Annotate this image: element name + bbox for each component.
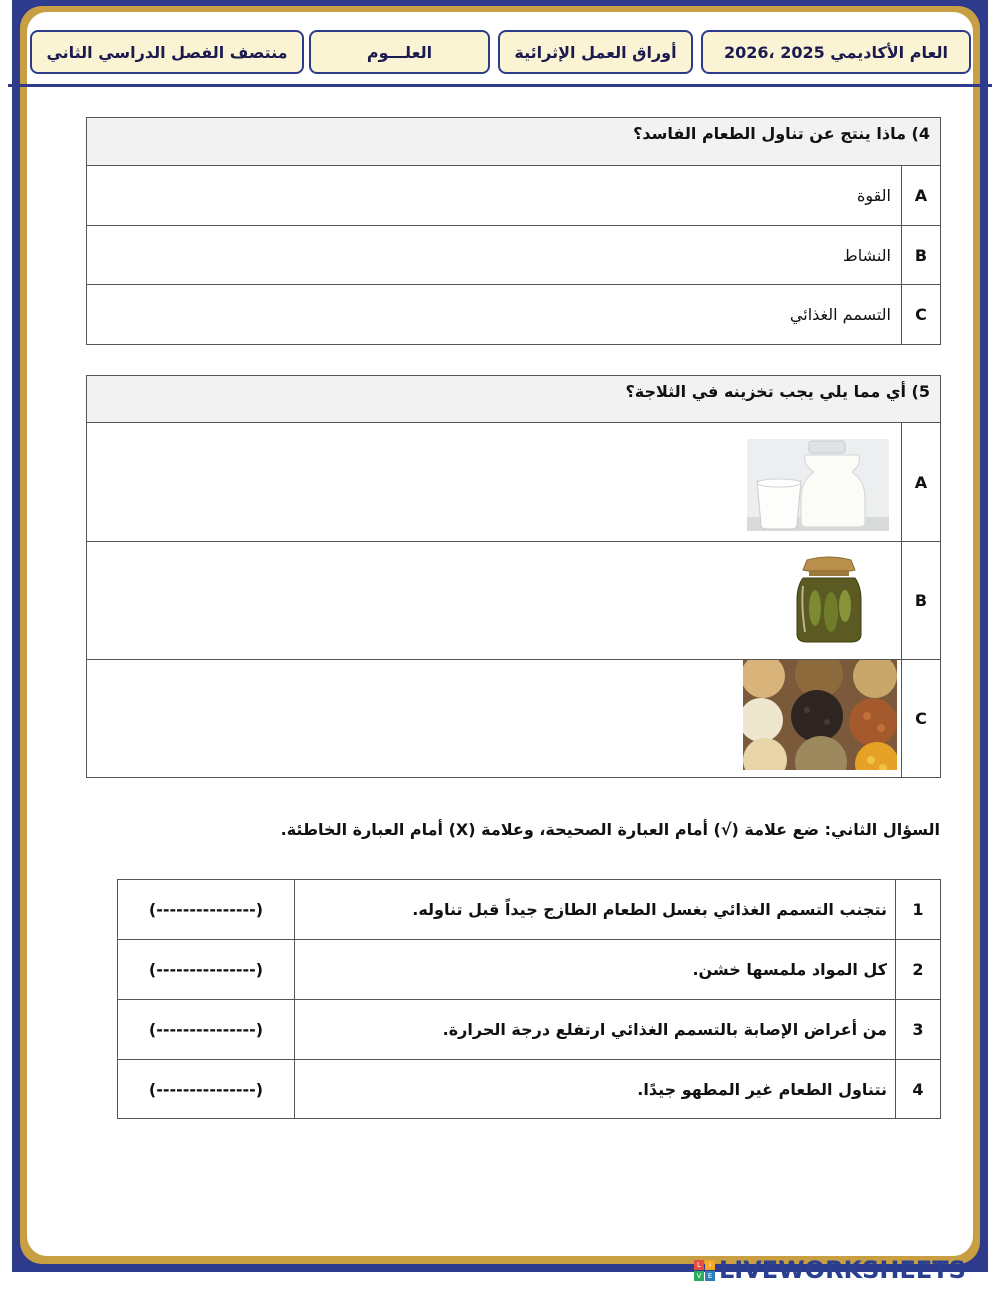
q5-option-image-cell[interactable] [87, 542, 902, 660]
q4-option-row[interactable] [87, 285, 941, 345]
q4-option-letter: C [902, 285, 941, 345]
q4-option-row[interactable] [87, 226, 941, 285]
header-term: منتصف الفصل الدراسي الثاني [30, 30, 304, 74]
milk-jar-icon [747, 439, 889, 531]
tf-answer-field[interactable]: (---------------) [118, 940, 295, 1000]
tf-row [118, 940, 941, 1000]
q5-option-letter: B [902, 542, 941, 660]
dried-legumes-icon [743, 660, 897, 770]
q4-option-letter: B [902, 226, 941, 285]
tf-answer-field[interactable]: (---------------) [118, 880, 295, 940]
logo-text: LIVEWORKSHEETS [719, 1256, 966, 1284]
tf-row [118, 880, 941, 940]
q5-option-row[interactable] [87, 660, 941, 778]
tf-statement: كل المواد ملمسها خشن. [295, 940, 896, 1000]
tf-number: 3 [896, 1000, 941, 1060]
header-subject: العلـــوم [309, 30, 490, 74]
q5-option-letter: A [902, 423, 941, 542]
section-2-title: السؤال الثاني: ضع علامة (√) أمام العبارة الصحيحة، وعلامة (X) أمام العبارة الخاطئة. [280, 820, 940, 839]
logo-squares-icon: L I V E [694, 1260, 715, 1281]
header-academic-year: العام الأكاديمي 2025 ،2026 [701, 30, 971, 74]
tf-statement: نتناول الطعام غير المطهو جيدًا. [295, 1060, 896, 1119]
tf-statement: نتجنب التسمم الغذائي بغسل الطعام الطازج جيداً قبل تناوله. [295, 880, 896, 940]
tf-answer-field[interactable]: (---------------) [118, 1060, 295, 1119]
tf-row [118, 1000, 941, 1060]
q5-option-row[interactable] [87, 542, 941, 660]
tf-number: 4 [896, 1060, 941, 1119]
question-5-table [86, 375, 941, 778]
q4-option-text[interactable]: القوة [87, 166, 902, 226]
q5-option-row[interactable] [87, 423, 941, 542]
q5-option-image-cell[interactable] [87, 423, 902, 542]
tf-number: 1 [896, 880, 941, 940]
header-divider [8, 84, 992, 87]
pickles-jar-icon [789, 556, 869, 646]
liveworksheets-logo[interactable] [694, 1256, 994, 1284]
q4-option-row[interactable] [87, 166, 941, 226]
q4-option-letter: A [902, 166, 941, 226]
q5-option-letter: C [902, 660, 941, 778]
true-false-table [117, 879, 941, 1119]
tf-answer-field[interactable]: (---------------) [118, 1000, 295, 1060]
tf-row [118, 1060, 941, 1119]
tf-number: 2 [896, 940, 941, 1000]
q4-option-text[interactable]: التسمم الغذائي [87, 285, 902, 345]
question-5-text: 5) أي مما يلي يجب تخزينه في الثلاجة؟ [87, 376, 941, 423]
header-worksheets: أوراق العمل الإثرائية [498, 30, 693, 74]
question-4-table [86, 117, 941, 345]
q5-option-image-cell[interactable] [87, 660, 902, 778]
tf-statement: من أعراض الإصابة بالتسمم الغذائي ارتفلع درجة الحرارة. [295, 1000, 896, 1060]
question-4-text: 4) ماذا ينتج عن تناول الطعام الفاسد؟ [87, 118, 941, 166]
q4-option-text[interactable]: النشاط [87, 226, 902, 285]
